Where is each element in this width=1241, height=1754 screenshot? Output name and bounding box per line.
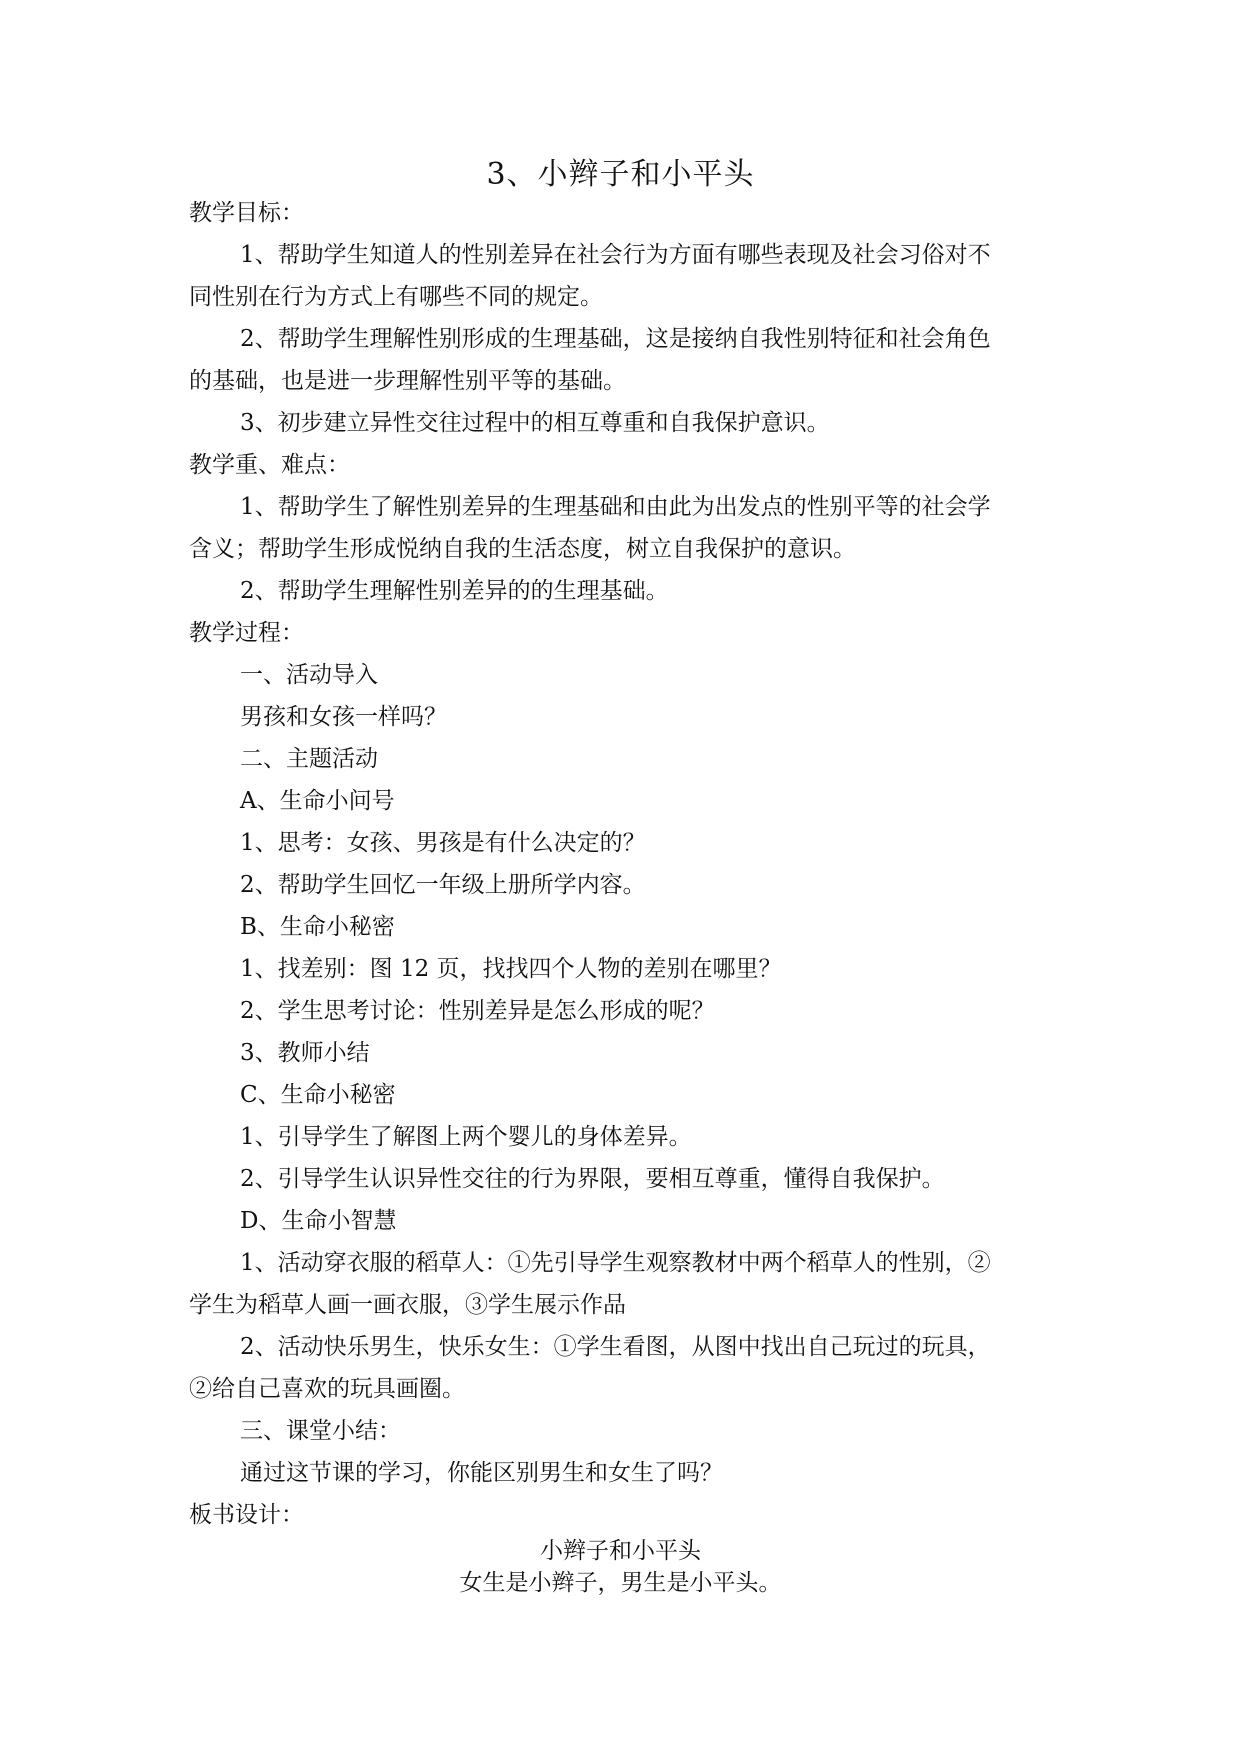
part-1-heading: 一、活动导入 xyxy=(240,662,378,688)
objective-1-line2: 同性别在行为方式上有哪些不同的规定。 xyxy=(189,284,603,310)
objectives-heading: 教学目标： xyxy=(189,200,304,226)
objective-1-line1: 1、帮助学生知道人的性别差异在社会行为方面有哪些表现及社会习俗对不 xyxy=(240,242,991,268)
sub-c-item-1: 1、引导学生了解图上两个婴儿的身体差异。 xyxy=(240,1124,692,1150)
board-line-2: 女生是小辫子，男生是小平头。 xyxy=(459,1570,782,1596)
objective-2-line1: 2、帮助学生理解性别形成的生理基础，这是接纳自我性别特征和社会角色 xyxy=(240,326,991,352)
board-heading: 板书设计： xyxy=(189,1502,304,1528)
keypoint-1-line2: 含义；帮助学生形成悦纳自我的生活态度，树立自我保护的意识。 xyxy=(189,536,856,562)
sub-b-item-3: 3、教师小结 xyxy=(240,1040,370,1066)
sub-a-item-1: 1、思考：女孩、男孩是有什么决定的？ xyxy=(240,830,646,856)
part-1-question: 男孩和女孩一样吗？ xyxy=(240,704,447,730)
sub-d-item-1-line1: 1、活动穿衣服的稻草人：①先引导学生观察教材中两个稻草人的性别，② xyxy=(240,1250,991,1276)
sub-c-item-2: 2、引导学生认识异性交往的行为界限，要相互尊重，懂得自我保护。 xyxy=(240,1166,945,1192)
part-3-heading: 三、课堂小结： xyxy=(240,1418,401,1444)
process-heading: 教学过程： xyxy=(189,620,304,646)
board-line-1: 小辫子和小平头 xyxy=(540,1538,701,1564)
sub-d-item-2-line2: ②给自己喜欢的玩具画圈。 xyxy=(189,1376,465,1402)
sub-c-heading: C、生命小秘密 xyxy=(240,1082,396,1108)
objective-2-line2: 的基础，也是进一步理解性别平等的基础。 xyxy=(189,368,626,394)
keypoint-1-line1: 1、帮助学生了解性别差异的生理基础和由此为出发点的性别平等的社会学 xyxy=(240,494,991,520)
sub-d-heading: D、生命小智慧 xyxy=(240,1208,397,1234)
sub-b-heading: B、生命小秘密 xyxy=(240,914,395,940)
part-3-question: 通过这节课的学习，你能区别男生和女生了吗？ xyxy=(240,1460,723,1486)
keypoints-heading: 教学重、难点： xyxy=(189,452,350,478)
sub-a-heading: A、生命小问号 xyxy=(240,788,395,814)
keypoint-2: 2、帮助学生理解性别差异的的生理基础。 xyxy=(240,578,669,604)
part-2-heading: 二、主题活动 xyxy=(240,746,378,772)
sub-a-item-2: 2、帮助学生回忆一年级上册所学内容。 xyxy=(240,872,646,898)
objective-3: 3、初步建立异性交往过程中的相互尊重和自我保护意识。 xyxy=(240,410,830,436)
sub-d-item-1-line2: 学生为稻草人画一画衣服，③学生展示作品 xyxy=(189,1292,626,1318)
sub-d-item-2-line1: 2、活动快乐男生，快乐女生：①学生看图，从图中找出自己玩过的玩具， xyxy=(240,1334,991,1360)
sub-b-item-1: 1、找差别：图 12 页，找找四个人物的差别在哪里？ xyxy=(240,956,782,982)
document-title: 3、小辫子和小平头 xyxy=(486,157,755,192)
sub-b-item-2: 2、学生思考讨论：性别差异是怎么形成的呢？ xyxy=(240,998,715,1024)
